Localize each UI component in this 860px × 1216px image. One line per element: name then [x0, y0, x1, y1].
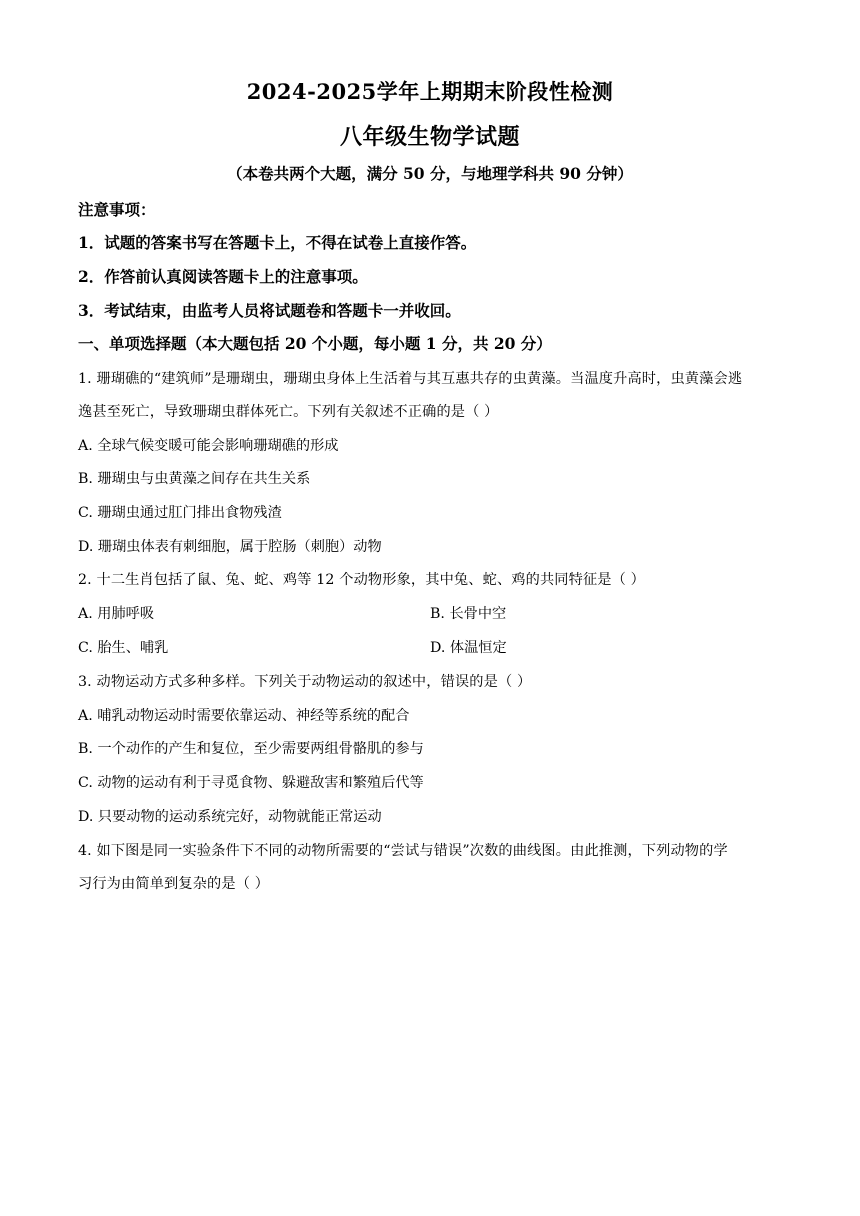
section-heading: 一、单项选择题（本大题包括 20 个小题，每小题 1 分，共 20 分） [78, 334, 552, 353]
question-3-option-b: B. 一个动作的产生和复位，至少需要两组骨骼肌的参与 [78, 741, 424, 757]
question-1-option-d: D. 珊瑚虫体表有刺细胞，属于腔肠（刺胞）动物 [78, 539, 382, 555]
question-2-stem: 2. 十二生肖包括了鼠、兔、蛇、鸡等 12 个动物形象，其中兔、蛇、鸡的共同特征是（ ） [78, 572, 645, 588]
question-2-option-b: B. 长骨中空 [430, 606, 507, 622]
exam-subtitle: （本卷共两个大题，满分 50 分，与地理学科共 90 分钟） [227, 164, 633, 183]
note-item: 3．考试结束，由监考人员将试题卷和答题卡一并收回。 [78, 301, 461, 320]
question-1-option-a: A. 全球气候变暖可能会影响珊瑚礁的形成 [78, 438, 339, 454]
exam-title: 2024-2025学年上期期末阶段性检测 [246, 79, 614, 104]
question-1-stem: 1. 珊瑚礁的“建筑师”是珊瑚虫，珊瑚虫身体上生活着与其互惠共存的虫黄藻。当温度升高时，虫黄藻会逃 [78, 371, 743, 387]
question-3-option-d: D. 只要动物的运动系统完好，动物就能正常运动 [78, 809, 382, 825]
question-3-option-c: C. 动物的运动有利于寻觅食物、躲避敌害和繁殖后代等 [78, 775, 424, 791]
question-3-option-a: A. 哺乳动物运动时需要依靠运动、神经等系统的配合 [78, 708, 410, 724]
question-4-stem-cont: 习行为由简单到复杂的是（ ） [78, 876, 270, 892]
note-item: 1．试题的答案书写在答题卡上，不得在试卷上直接作答。 [78, 233, 477, 252]
notes-heading: 注意事项： [78, 200, 156, 219]
question-2-option-a: A. 用肺呼吸 [78, 606, 155, 622]
question-2-option-d: D. 体温恒定 [430, 640, 507, 656]
question-1-option-c: C. 珊瑚虫通过肛门排出食物残渣 [78, 505, 282, 521]
question-1-option-b: B. 珊瑚虫与虫黄藻之间存在共生关系 [78, 471, 311, 487]
question-3-stem: 3. 动物运动方式多种多样。下列关于动物运动的叙述中，错误的是（ ） [78, 674, 532, 690]
question-4-stem: 4. 如下图是同一实验条件下不同的动物所需要的“尝试与错误”次数的曲线图。由此推测，下列动物的学 [78, 843, 728, 859]
question-2-option-c: C. 胎生、哺乳 [78, 640, 169, 656]
question-1-stem-cont: 逸甚至死亡，导致珊瑚虫群体死亡。下列有关叙述不正确的是（ ） [78, 404, 499, 420]
exam-subject-title: 八年级生物学试题 [339, 124, 520, 150]
note-item: 2．作答前认真阅读答题卡上的注意事项。 [78, 267, 368, 286]
